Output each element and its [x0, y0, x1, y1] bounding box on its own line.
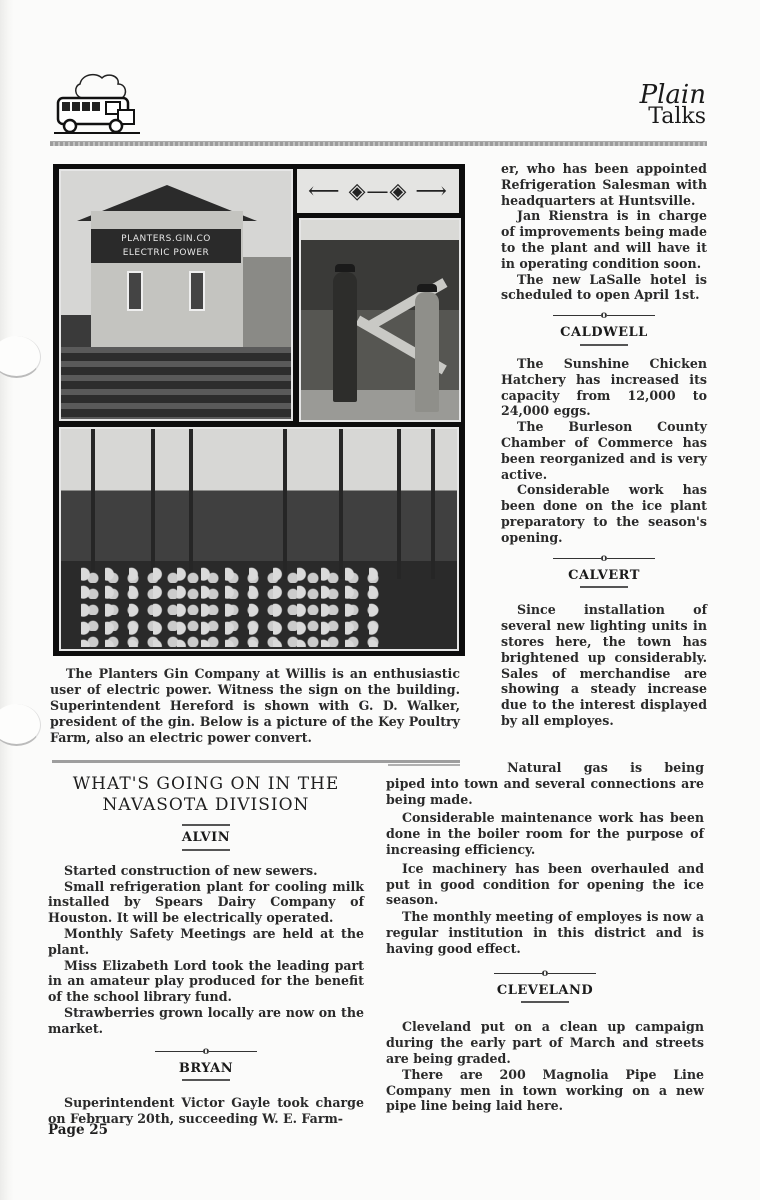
- cleveland-paragraph: There are 200 Magnolia Pipe Line Company men in town working on a new pipe line being laid here.: [386, 1066, 704, 1114]
- short-rule: [182, 1079, 230, 1081]
- gin-window: [189, 271, 205, 311]
- caldwell-paragraph: Considerable work has been done on the ice plant preparatory to the season's opening.: [501, 482, 707, 545]
- gin-sign-line2: ELECTRIC POWER: [122, 248, 210, 258]
- gin-sign-line1: PLANTERS.GIN.CO: [121, 234, 211, 244]
- masthead-logo: [640, 82, 706, 128]
- calvert-gas-start: Natural gas is being: [507, 760, 704, 775]
- heading-cleveland: CLEVELAND: [496, 982, 594, 998]
- middle-column: [386, 760, 704, 1114]
- gin-window: [127, 271, 143, 311]
- left-column: [48, 770, 364, 1127]
- short-rule: [182, 849, 230, 851]
- calvert-paragraph: Ice machinery has been overhauled and put in good condition for opening the ice season.: [386, 860, 704, 908]
- calvert-gas-continued: piped into town and several connections are being made.: [386, 775, 704, 807]
- calvert-paragraph: The monthly meeting of employes is now a regular institution in this district and is having good effect.: [386, 909, 704, 956]
- bryan-paragraph: Superintendent Victor Gayle took charge on February 20th, succeeding W. E. Farm-: [48, 1095, 364, 1127]
- gin-fence: [61, 347, 291, 419]
- calvert-paragraph: Since installation of several new lighting units in stores here, the town has brightened up considerably. Sales of merchandise are showing a steady increase due to the interest displayed by all employes.: [501, 602, 707, 728]
- caldwell-paragraph: The Sunshine Chicken Hatchery has increased its capacity from 12,000 to 24,000 eggs.: [501, 355, 707, 419]
- ornament-arrows: ⟵ ◈—◈ ⟶: [297, 169, 459, 213]
- alvin-paragraph: Monthly Safety Meetings are held at the plant.: [48, 925, 364, 957]
- bryan-paragraph: Jan Rienstra is in charge of improvements being made to the plant and will have it in operating condition soon.: [501, 208, 707, 271]
- heading-alvin: ALVIN: [181, 830, 231, 845]
- binder-hole: [0, 704, 41, 746]
- ornament-divider: o: [48, 1047, 364, 1057]
- tree: [431, 429, 435, 579]
- bryan-paragraph: The new LaSalle hotel is scheduled to open April 1st.: [501, 271, 707, 303]
- person-hereford: [333, 272, 357, 402]
- article-title: [48, 774, 364, 816]
- ornament-divider: o: [501, 554, 707, 564]
- masthead-line2: Talks: [648, 104, 706, 129]
- chicken-flock: [81, 567, 381, 647]
- alvin-paragraph: Miss Elizabeth Lord took the leading part in an amateur play produced for the benefit of the school library fund.: [48, 957, 364, 1005]
- masthead-line1: Plain: [639, 80, 706, 110]
- tree: [189, 429, 193, 579]
- binder-hole: [0, 336, 41, 378]
- right-column: [501, 161, 707, 729]
- short-rule: [580, 586, 628, 588]
- page-edge: [0, 0, 14, 1200]
- cleveland-paragraph: Cleveland put on a clean up campaign during the early part of March and streets are being graded.: [386, 1019, 704, 1066]
- heading-calvert: CALVERT: [568, 567, 640, 583]
- person-walker: [415, 292, 439, 412]
- alvin-paragraph: Strawberries grown locally are now on the market.: [48, 1004, 364, 1036]
- alvin-paragraph: Small refrigeration plant for cooling milk installed by Spears Dairy Company of Houston. It will be electrically operated.: [48, 878, 364, 926]
- steam-bus-icon: [52, 70, 142, 136]
- key-poultry-farm-photo: [59, 427, 459, 651]
- article-title-line2: NAVASOTA DIVISION: [102, 795, 310, 815]
- gin-sign: [91, 229, 241, 263]
- alvin-paragraph: Started construction of new sewers.: [64, 862, 318, 878]
- page-number: Page 25: [48, 1122, 109, 1138]
- ornament-divider: o: [501, 311, 707, 321]
- photo-collage: [53, 164, 465, 656]
- short-rule: [182, 824, 230, 826]
- tree: [91, 429, 95, 579]
- hereford-walker-photo: [299, 218, 461, 422]
- heading-caldwell: CALDWELL: [560, 325, 648, 341]
- short-rule: [521, 1001, 569, 1003]
- photo-caption: The Planters Gin Company at Willis is an enthusiastic user of electric power. Witness the sign on the building. Superintendent Hereford is shown with G. D. Walker, president of the gin. Below is a picture of the Key Poultry Farm, also an electric power convert.: [50, 666, 460, 745]
- ornament-divider: o: [386, 969, 704, 979]
- short-rule: [580, 344, 628, 346]
- hat: [417, 284, 437, 292]
- hat: [335, 264, 355, 272]
- tree: [283, 429, 287, 579]
- heading-bryan: BRYAN: [178, 1060, 234, 1076]
- calvert-paragraph: Considerable maintenance work has been done in the boiler room for the purpose of increasing efficiency.: [386, 810, 704, 857]
- tree: [397, 429, 401, 579]
- planters-gin-photo: [59, 169, 293, 421]
- caldwell-paragraph: The Burleson County Chamber of Commerce has been reorganized and is very active.: [501, 419, 707, 482]
- gin-shed: [243, 257, 293, 347]
- tree: [151, 429, 155, 579]
- tree: [339, 429, 343, 579]
- header-rule: [50, 141, 707, 146]
- article-title-line1: WHAT'S GOING ON IN THE: [72, 774, 340, 794]
- bryan-continued: er, who has been appointed Refrigeration Salesman with headquarters at Huntsville.: [501, 161, 707, 208]
